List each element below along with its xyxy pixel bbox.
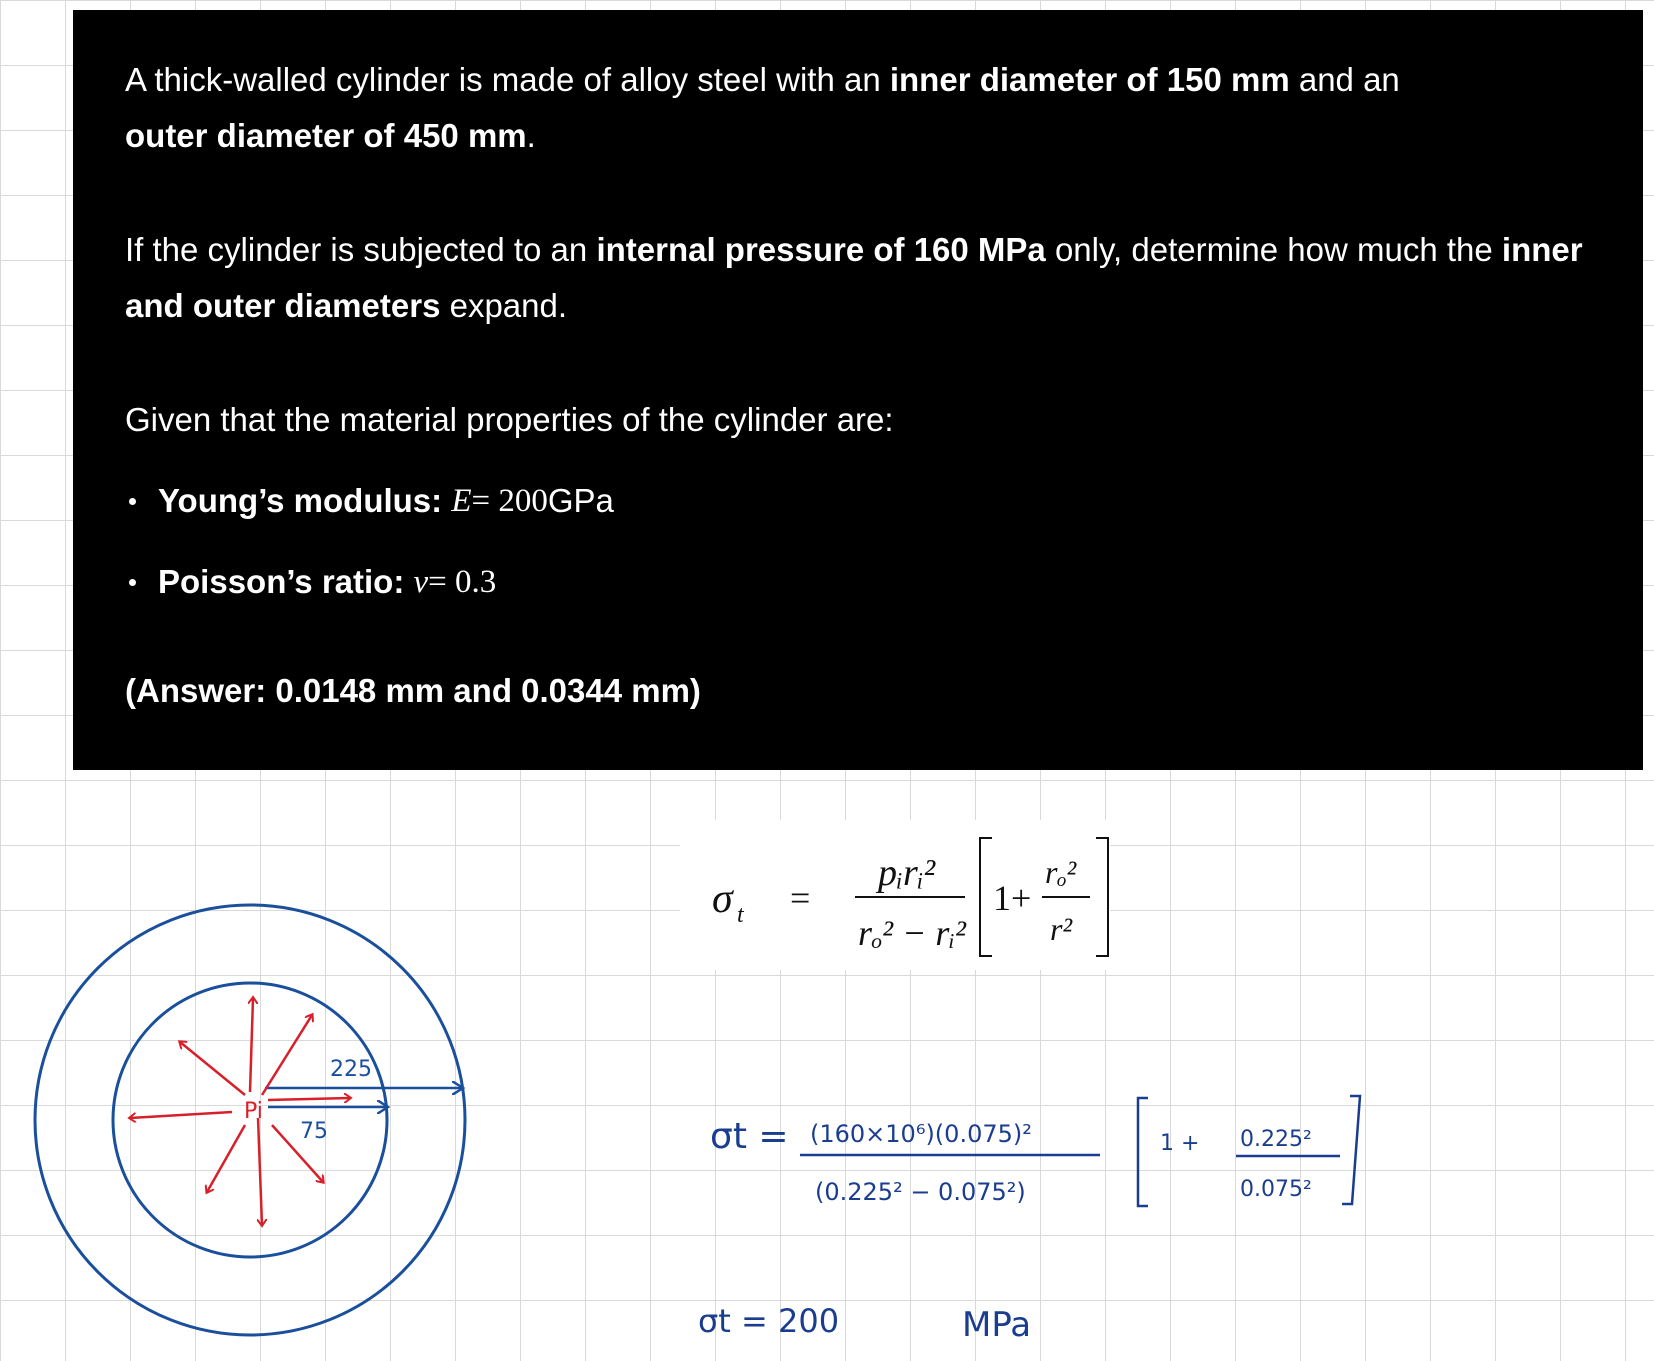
sigma-subscript: t: [737, 902, 744, 928]
hw-numerator: (160×10⁶)(0.075)²: [810, 1120, 1032, 1148]
formula-equals: =: [790, 878, 811, 918]
formula-one-plus: 1+: [993, 878, 1032, 918]
pressure-arrow-up: [250, 998, 253, 1092]
problem-paragraph-1: A thick-walled cylinder is made of alloy steel with an inner diameter of 150 mm and an outer diameter of 450 mm.: [125, 61, 1400, 154]
diameters-text: inner and outer diameters: [125, 231, 1583, 324]
handwritten-substitution: [698, 1096, 1360, 1345]
hw-denominator: (0.225² − 0.075²): [815, 1178, 1026, 1206]
hw-result-unit: MPa: [962, 1305, 1032, 1345]
problem-paragraph-2: If the cylinder is subjected to an internal pressure of 160 MPa only, determine how much the inner and outer diameters expand.: [125, 231, 1583, 324]
outer-diameter-text: outer diameter of 450 mm: [125, 117, 527, 154]
pressure-arrow-right: [268, 1098, 350, 1100]
bracket-fraction-numerator: rₒ²: [1045, 854, 1077, 890]
cylinder-diagram: [35, 905, 465, 1335]
problem-paragraph-3: Given that the material properties of the cylinder are:: [125, 401, 894, 438]
pressure-arrow-left: [130, 1112, 232, 1118]
left-bracket: [980, 838, 992, 956]
formula-denominator: rₒ² − rᵢ²: [858, 913, 966, 953]
hw-sigma-lhs: σt =: [710, 1116, 789, 1157]
hw-bracket-numerator: 0.225²: [1240, 1127, 1312, 1152]
hw-result: σt = 200: [698, 1302, 840, 1340]
pressure-arrow-upleft: [180, 1042, 245, 1095]
inner-radius-label: 75: [300, 1119, 328, 1144]
pressure-arrows: [130, 998, 350, 1225]
pressure-label: Pi: [244, 1099, 263, 1124]
sigma-symbol: σ: [712, 876, 733, 922]
pressure-arrow-downleft: [207, 1125, 245, 1192]
answer-text: (Answer: 0.0148 mm and 0.0344 mm): [125, 672, 701, 709]
hw-one-plus: 1 +: [1160, 1131, 1200, 1156]
bracket-fraction-denominator: r²: [1050, 911, 1073, 947]
hoop-stress-formula: [712, 838, 1108, 956]
pressure-arrow-upright: [262, 1015, 312, 1095]
hw-bracket-denominator: 0.075²: [1240, 1177, 1312, 1202]
bullet-poissons-ratio: Poisson’s ratio: ν = 0.3: [125, 554, 496, 610]
inner-diameter-text: inner diameter of 150 mm: [889, 61, 1290, 98]
pressure-arrow-down: [258, 1118, 262, 1225]
hw-right-bracket: [1342, 1096, 1360, 1204]
outer-radius-label: 225: [330, 1057, 372, 1082]
bullet-youngs-modulus: Young’s modulus: E = 200 GPa: [125, 473, 614, 529]
pressure-text: internal pressure of 160 MPa: [596, 231, 1046, 268]
hw-left-bracket: [1138, 1098, 1148, 1206]
right-bracket: [1096, 838, 1108, 956]
formula-numerator: pᵢrᵢ²: [878, 852, 936, 894]
